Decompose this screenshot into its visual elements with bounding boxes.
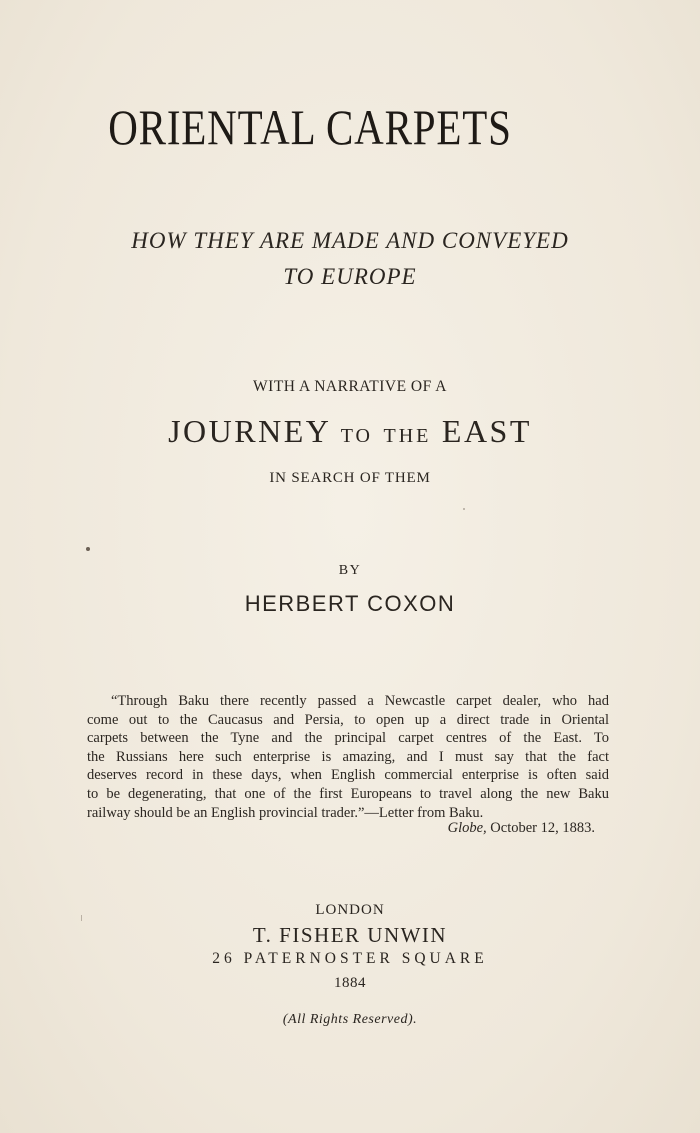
journey-the: THE xyxy=(383,425,432,447)
quote-line: railway should be an English provincial trader.”—Letter from Baku. xyxy=(87,804,484,821)
quote-line: carpets between the Tyne and the principal carpet centres of the East. To xyxy=(87,730,609,747)
journey-word: JOURNEY xyxy=(168,413,331,449)
book-title: ORIENTAL CARPETS xyxy=(108,99,512,155)
source-date: October 12, 1883. xyxy=(490,820,595,836)
journey-to: TO xyxy=(340,425,373,447)
imprint-address: 26 PATERNOSTER SQUARE xyxy=(212,950,488,967)
paper-speck xyxy=(463,508,465,510)
journey-heading xyxy=(0,413,700,450)
journey-east: EAST xyxy=(441,413,532,449)
imprint-year: 1884 xyxy=(334,975,366,991)
quote-line: deserves record in these days, when English commercial enterprise is often said xyxy=(87,767,609,784)
quote-line: the Russians here such enterprise is amazing, and I must say that the fact xyxy=(87,748,609,765)
paper-speck xyxy=(81,915,82,921)
in-search-line: IN SEARCH OF THEM xyxy=(269,470,431,486)
subtitle-line-2: TO EUROPE xyxy=(283,264,417,289)
rights-notice: (All Rights Reserved). xyxy=(282,1012,418,1027)
paper-speck xyxy=(86,547,90,551)
author-name: HERBERT COXON xyxy=(244,591,456,616)
quote-line: “Through Baku there recently passed a Newcastle carpet dealer, who had xyxy=(111,693,609,709)
narrative-intro: WITH A NARRATIVE OF A xyxy=(253,378,447,395)
quote-line: to be degenerating, that one of the first Europeans to travel along the new Baku xyxy=(87,785,609,802)
source-publication: Globe, xyxy=(447,820,487,836)
quote-line: come out to the Caucasus and Persia, to open up a direct trade in Oriental xyxy=(87,711,609,728)
quote-source xyxy=(448,820,595,837)
subtitle-line-1: HOW THEY ARE MADE AND CONVEYED xyxy=(131,228,569,253)
imprint-publisher: T. FISHER UNWIN xyxy=(252,923,448,947)
by-line: BY xyxy=(338,563,362,578)
imprint-city: LONDON xyxy=(315,902,385,918)
epigraph-quote xyxy=(87,692,609,822)
